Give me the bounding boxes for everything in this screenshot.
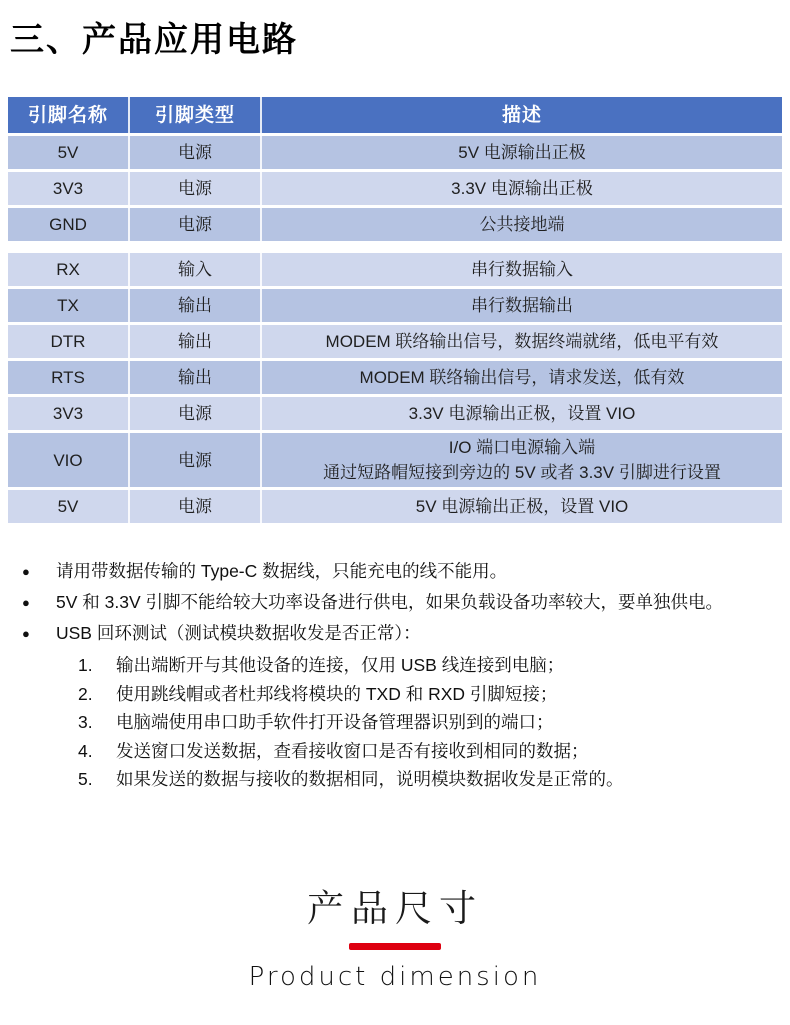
table-row xyxy=(8,325,782,361)
pin-table-header-cell: 引脚类型 xyxy=(130,97,262,133)
pin-desc-lines xyxy=(416,494,629,519)
step-text: 输出端断开与其他设备的连接，仅用 USB 线连接到电脑； xyxy=(116,655,565,675)
pin-desc-lines xyxy=(480,212,565,237)
bullet-item xyxy=(20,587,790,618)
step-item xyxy=(78,737,790,766)
pin-desc-line: 3.3V 电源输出正极，设置 VIO xyxy=(408,404,636,423)
step-item xyxy=(78,651,790,680)
pin-table-header-row xyxy=(8,97,782,136)
pin-table-header-cell: 引脚名称 xyxy=(8,97,130,133)
footer-heading-en: Product dimension xyxy=(248,961,542,992)
pin-desc-lines xyxy=(471,257,573,282)
pin-table-body xyxy=(8,136,782,526)
pin-desc-lines xyxy=(323,435,721,485)
table-row xyxy=(8,136,782,172)
pin-desc-cell xyxy=(262,289,782,322)
pin-desc-line: 通过短路帽短接到旁边的 5V 或者 3.3V 引脚进行设置 xyxy=(323,463,721,482)
table-row xyxy=(8,289,782,325)
pin-desc-line: MODEM 联络输出信号，请求发送，低有效 xyxy=(359,368,685,387)
pin-name-cell: RX xyxy=(8,253,130,286)
step-item xyxy=(78,708,790,737)
pin-type-cell: 电源 xyxy=(130,172,262,205)
step-item xyxy=(78,765,790,794)
pin-desc-cell xyxy=(262,253,782,286)
step-text: 如果发送的数据与接收的数据相同，说明模块数据收发是正常的。 xyxy=(116,769,624,789)
pin-desc-lines xyxy=(326,329,719,354)
bullet-list xyxy=(20,556,790,649)
pin-type-cell: 输出 xyxy=(130,289,262,322)
pin-table-header-cell: 描述 xyxy=(262,97,782,133)
page-title: 三、产品应用电路 xyxy=(10,22,298,59)
pin-desc-line: 3.3V 电源输出正极 xyxy=(451,179,593,198)
pin-type-cell: 电源 xyxy=(130,397,262,430)
pin-name-cell: 5V xyxy=(8,490,130,523)
section-footer xyxy=(0,878,790,992)
table-row xyxy=(8,490,782,526)
bullet-text: 请用带数据传输的 Type-C 数据线，只能充电的线不能用。 xyxy=(56,561,508,581)
red-underline-bar xyxy=(349,943,441,950)
pin-type-cell: 电源 xyxy=(130,208,262,241)
pin-type-cell: 输出 xyxy=(130,325,262,358)
pin-type-cell: 输出 xyxy=(130,361,262,394)
pin-type-cell: 输入 xyxy=(130,253,262,286)
step-number: 1. xyxy=(78,655,93,675)
bullet-text: 5V 和 3.3V 引脚不能给较大功率设备进行供电，如果负载设备功率较大，要单独供电。 xyxy=(56,592,723,612)
pin-name-cell: VIO xyxy=(8,433,130,487)
table-group-gap xyxy=(8,244,782,253)
step-item xyxy=(78,680,790,709)
pin-desc-line: MODEM 联络输出信号，数据终端就绪，低电平有效 xyxy=(325,332,719,351)
bullet-item xyxy=(20,618,790,649)
step-number: 2. xyxy=(78,683,93,704)
pin-type-cell: 电源 xyxy=(130,136,262,169)
pin-desc-line: 串行数据输入 xyxy=(471,260,573,279)
pin-name-cell: RTS xyxy=(8,361,130,394)
pin-desc-cell xyxy=(262,433,782,487)
step-text: 使用跳线帽或者杜邦线将模块的 TXD 和 RXD 引脚短接； xyxy=(116,683,558,704)
bullet-item xyxy=(20,556,790,587)
pin-desc-cell xyxy=(262,361,782,394)
pin-desc-cell xyxy=(262,136,782,169)
bullet-dot-icon: ● xyxy=(22,626,30,641)
pin-desc-cell xyxy=(262,172,782,205)
table-row xyxy=(8,397,782,433)
step-text: 发送窗口发送数据，查看接收窗口是否有接收到相同的数据； xyxy=(116,740,589,761)
pin-desc-cell xyxy=(262,208,782,241)
step-number: 4. xyxy=(78,740,93,761)
pin-desc-line: I/O 端口电源输入端 xyxy=(448,438,596,457)
table-row xyxy=(8,208,782,244)
pin-desc-lines xyxy=(471,293,573,318)
step-text: 电脑端使用串口助手软件打开设备管理器识别到的端口； xyxy=(116,712,554,732)
pin-name-cell: DTR xyxy=(8,325,130,358)
table-row xyxy=(8,433,782,490)
pin-desc-lines xyxy=(451,176,593,201)
pin-type-cell: 电源 xyxy=(130,490,262,523)
pin-table xyxy=(8,97,782,526)
pin-desc-line: 5V 电源输出正极 xyxy=(458,143,586,162)
pin-name-cell: 3V3 xyxy=(8,172,130,205)
bullet-dot-icon: ● xyxy=(22,564,30,579)
pin-type-cell: 电源 xyxy=(130,433,262,487)
pin-desc-cell xyxy=(262,325,782,358)
pin-desc-lines xyxy=(409,401,636,426)
notes-section xyxy=(20,556,790,794)
pin-desc-line: 公共接地端 xyxy=(479,215,565,234)
pin-desc-cell xyxy=(262,490,782,523)
footer-heading-cn: 产品尺寸 xyxy=(307,887,483,929)
pin-name-cell: 3V3 xyxy=(8,397,130,430)
pin-name-cell: TX xyxy=(8,289,130,322)
pin-name-cell: 5V xyxy=(8,136,130,169)
pin-desc-line: 串行数据输出 xyxy=(471,296,573,315)
pin-name-cell: GND xyxy=(8,208,130,241)
pin-desc-lines xyxy=(360,365,685,390)
step-number: 5. xyxy=(78,769,93,789)
table-row xyxy=(8,172,782,208)
bullet-dot-icon: ● xyxy=(22,595,30,610)
bullet-text: USB 回环测试（测试模块数据收发是否正常）： xyxy=(56,623,421,643)
table-row xyxy=(8,253,782,289)
step-number: 3. xyxy=(78,712,93,732)
pin-desc-cell xyxy=(262,397,782,430)
pin-desc-lines xyxy=(458,140,586,165)
step-list xyxy=(78,651,790,794)
table-row xyxy=(8,361,782,397)
pin-desc-line: 5V 电源输出正极，设置 VIO xyxy=(415,497,629,516)
